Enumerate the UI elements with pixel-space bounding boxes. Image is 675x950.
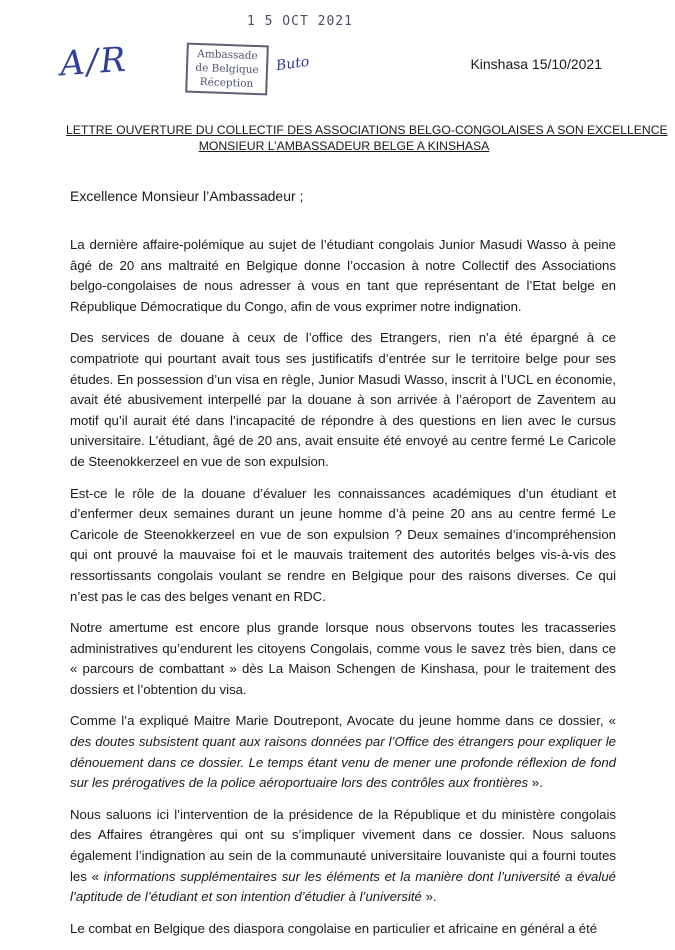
paragraph-7: Le combat en Belgique des diaspora congolaise en particulier et africaine en général a été xyxy=(70,920,598,936)
paragraph-3: Est-ce le rôle de la douane d’évaluer les connaissances académiques d’un étudiant et d’enfermer deux semaines durant un jeune homme d’à peine 20 ans au centre fermé Le Caricole de Steenokkerzeel en vue de son expulsion ? Deux semaines d’incompréhension qui ont prouvé la mauvaise foi et le mauvais traitement des autorités belges vis-à-vis des ressortissants congolais voulant se rendre en Belgique pour des raisons diverses. Ce qui n’est pas le cas des belges venant en RDC. xyxy=(70,485,616,604)
paragraph-6 xyxy=(70,805,616,908)
letter-title xyxy=(66,122,668,154)
paragraph-6-intro: Nous saluons ici l’intervention de la présidence de la République et du ministère congolais des Affaires étrangères qui ont su s’impliquer vivement dans ce dossier. Nous saluons également l’indignation au sein de la communauté universitaire louvaniste qui a fourni toutes les « xyxy=(70,806,616,884)
title-line-2: MONSIEUR L’AMBASSADEUR BELGE A KINSHASA xyxy=(198,139,490,153)
handwritten-signature: Buto xyxy=(275,53,311,75)
reception-stamp xyxy=(185,43,269,96)
paragraph-5 xyxy=(70,711,616,793)
stamp-line-3: Réception xyxy=(199,76,254,90)
title-line-1: LETTRE OUVERTURE DU COLLECTIF DES ASSOCIATIONS BELGO-CONGOLAISES A SON EXCELLENCE xyxy=(66,123,668,137)
paragraph-6-end: ». xyxy=(421,889,437,905)
paragraph-5-intro: Comme l’a expliqué Maitre Marie Doutrepont, Avocate du jeune homme dans ce dossier, « xyxy=(70,713,616,729)
stamp-line-1: Ambassade xyxy=(197,47,258,63)
paragraph-1: La dernière affaire-polémique au sujet de l’étudiant congolais Junior Masudi Wasso à peine âgé de 20 ans maltraité en Belgique donne l’occasion à notre Collectif des Associations belgo-congolaises de nous adresser à vous en tant que représentant de l’Etat belge en République Démocratique du Congo, afin de vous exprimer notre indignation. xyxy=(70,237,616,314)
paragraph-2: Des services de douane à ceux de l’office des Etrangers, rien n’a été épargné à ce compatriote qui pourtant avait tous ses justificatifs d’entrée sur le territoire belge pour ses études. En possession d’un visa en règle, Junior Masudi Wasso, inscrit à l’UCL en économie, avait été abusivement interpellé par la douane à son arrivée à l’aéroport de Zaventem au motif qu’il aurait été dans l’incapacité de répondre à des questions en lien avec le cursus universitaire. L’étudiant, âgé de 20 ans, avait ensuite été envoyé au centre fermé Le Caricole de Steenokkerzeel en vue de son expulsion. xyxy=(70,330,616,469)
stamp-line-2: de Belgique xyxy=(195,61,259,77)
paragraph-5-end: ». xyxy=(528,775,543,791)
paragraph-4: Notre amertume est encore plus grande lorsque nous observons toutes les tracasseries administratives qu’endurent les citoyens Congolais, comme vous le savez très bien, dans ce « parcours de combattant » dès La Maison Schengen de Kinshasa, pour le traitement des dossiers et l’obtention du visa. xyxy=(70,620,616,697)
paragraph-6-quote: informations supplémentaires sur les éléments et la manière dont l’université a évalué l’aptitude de l’étudiant et son intention d’étudier à l’université xyxy=(70,868,616,905)
letter-body xyxy=(70,235,616,950)
greeting: Excellence Monsieur l’Ambassadeur ; xyxy=(70,188,304,204)
letter-date: Kinshasa 15/10/2021 xyxy=(470,56,602,72)
handwritten-ar-mark: A/R xyxy=(58,39,129,85)
paragraph-5-quote: des doutes subsistent quant aux raisons données par l’Office des étrangers pour expliquer le dénouement dans ce dossier. Le temps étant venu de mener une profonde réflexion de fond sur les prérogatives de la police aéroportuaire lors des contrôles aux frontières xyxy=(70,734,616,791)
stamp-date: 1 5 OCT 2021 xyxy=(247,14,353,29)
